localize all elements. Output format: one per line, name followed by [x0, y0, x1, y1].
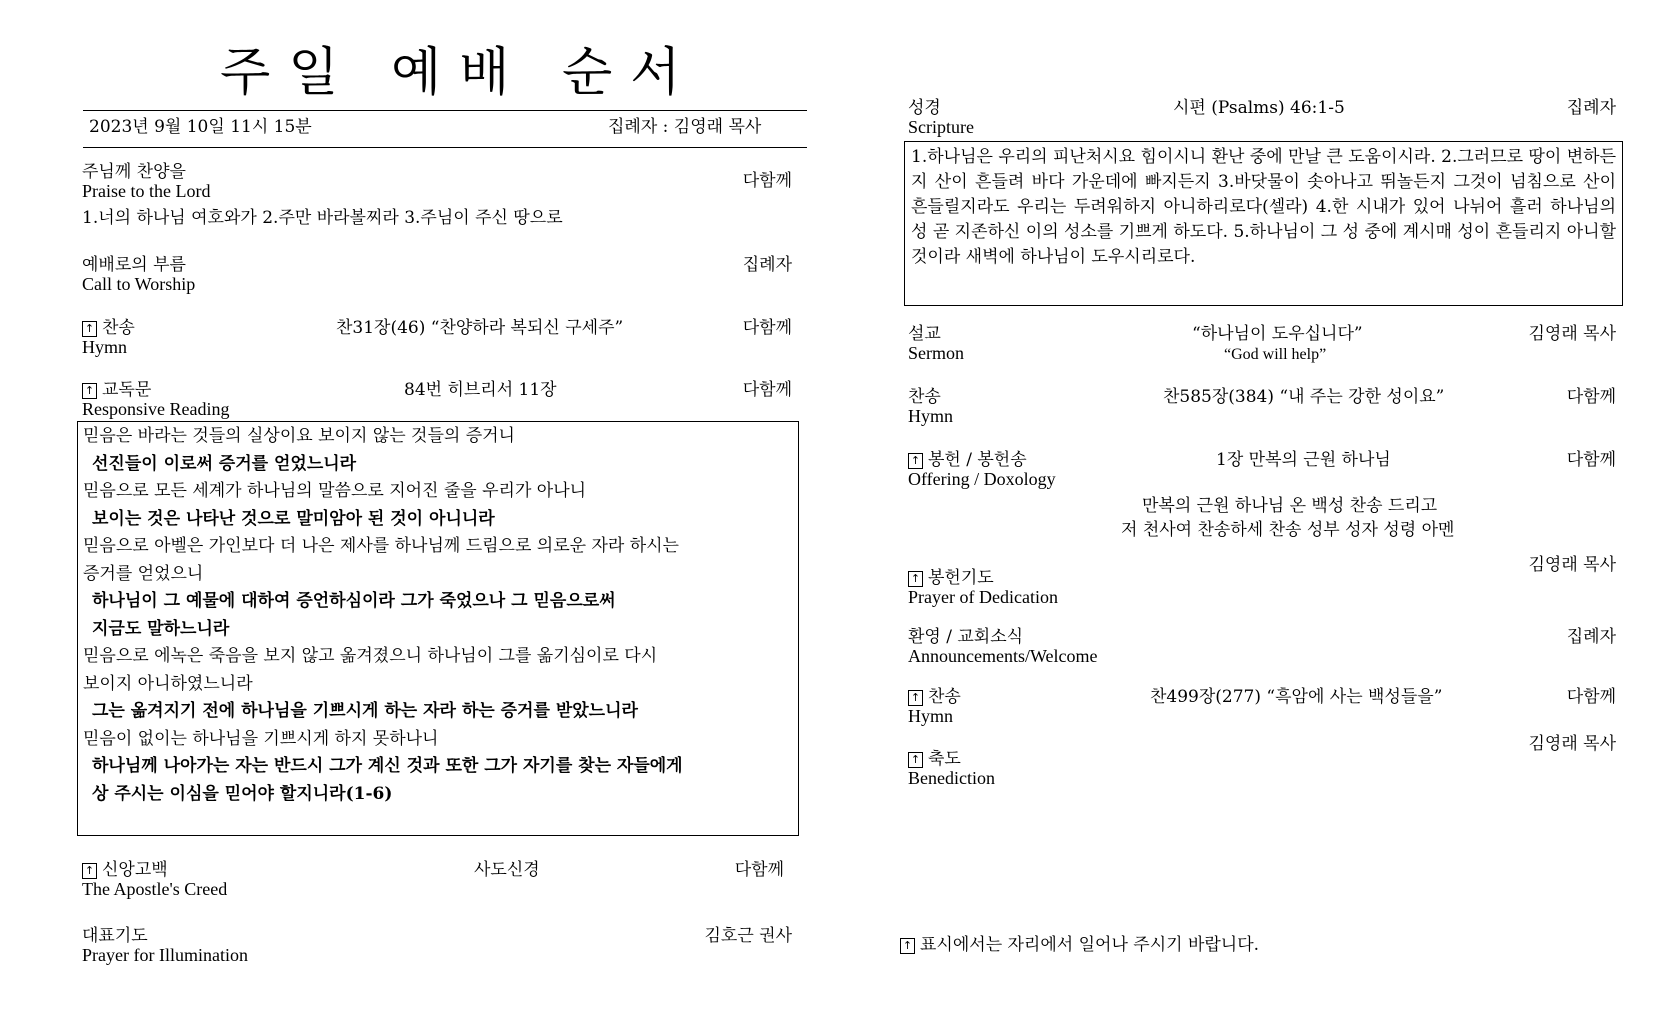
item-title-en: Praise to the Lord: [82, 181, 211, 201]
offering-song: 1장 만복의 근원 하나님: [1216, 450, 1391, 470]
item-title-en: Responsive Reading: [82, 399, 230, 419]
item-title-en: Sermon: [908, 343, 964, 363]
item-title-ko: 예배로의 부름: [82, 255, 186, 275]
item-participant: 다함께: [1566, 387, 1616, 407]
stand-up-icon: ↑: [900, 938, 915, 954]
item-title-en: Hymn: [82, 337, 127, 357]
item-participant: 다함께: [742, 380, 792, 400]
scripture-reference: 시편 (Psalms) 46:1-5: [1173, 98, 1345, 118]
praise-song-list: 1.너의 하나님 여호와가 2.주만 바라볼찌라 3.주님이 주신 땅으로: [82, 208, 563, 228]
reading-line-leader: 믿음으로 아벨은 가인보다 더 나은 제사를 하나님께 드림으로 의로운 자라 하시는: [83, 536, 679, 556]
item-title-en: The Apostle's Creed: [82, 879, 228, 899]
reading-reference: 84번 히브리서 11장: [404, 380, 557, 400]
item-participant: 김호근 권사: [704, 926, 792, 946]
item-title-en: Hymn: [908, 406, 953, 426]
order-item-hymn-3: [908, 688, 961, 726]
order-item-scripture: [908, 99, 974, 137]
creed-name: 사도신경: [474, 860, 540, 880]
item-title-en: Benediction: [908, 768, 995, 788]
item-participant: 다함께: [1566, 687, 1616, 707]
service-leader: 집례자 : 김영래 목사: [608, 117, 762, 137]
item-title-en: Call to Worship: [82, 274, 196, 294]
stand-up-icon: ↑: [82, 321, 97, 337]
reading-line-congregation: 보이는 것은 나타난 것으로 말미암아 된 것이 아니니라: [92, 508, 495, 529]
reading-line-leader: 보이지 아니하였느니라: [83, 673, 253, 694]
hymn-number-title: 찬585장(384) “내 주는 강한 성이요”: [1163, 387, 1445, 407]
item-participant: 다함께: [742, 171, 792, 191]
service-date: 2023년 9월 10일 11시 15분: [89, 117, 312, 137]
item-title-en: Prayer of Dedication: [908, 587, 1058, 607]
item-title-en: Hymn: [908, 706, 953, 726]
order-item-prayer: [82, 927, 248, 965]
reading-line-leader: 믿음으로 모든 세계가 하나님의 말씀으로 지어진 줄을 우리가 아나니: [83, 481, 587, 501]
order-item-sermon: [908, 325, 964, 363]
stand-up-icon: ↑: [82, 863, 97, 879]
order-item-announcements: [908, 628, 1098, 666]
header-top-rule: [83, 110, 807, 111]
item-participant: 집례자: [742, 255, 792, 275]
scripture-text-box: [904, 141, 1623, 306]
stand-up-icon: ↑: [908, 571, 923, 587]
item-participant: 다함께: [1566, 450, 1616, 470]
sermon-title-en: “God will help”: [1224, 346, 1327, 363]
hymn-number-title: 찬499장(277) “흑암에 사는 백성들을”: [1150, 687, 1443, 707]
sermon-title-ko: “하나님이 도우십니다”: [1192, 324, 1363, 344]
standing-note: [900, 935, 1259, 955]
responsive-reading-box: [77, 421, 799, 836]
reading-line-congregation: 하나님께 나아가는 자는 반드시 그가 계신 것과 또한 그가 자기를 찾는 자들에게: [92, 756, 683, 776]
order-item-call-to-worship: [82, 256, 195, 294]
reading-line-leader: 믿음으로 에녹은 죽음을 보지 않고 옮겨졌으니 하나님이 그를 옮기심이로 다시: [83, 646, 658, 666]
item-participant: 김영래 목사: [1528, 734, 1616, 754]
header-bottom-rule: [83, 147, 807, 148]
item-title-ko: 대표기도: [82, 926, 148, 946]
order-item-dedication: [908, 569, 1058, 607]
item-title-ko: 주님께 찬양을: [82, 162, 186, 182]
order-item-benediction: [908, 750, 995, 788]
item-participant: 김영래 목사: [1528, 324, 1616, 344]
reading-line-leader: 증거를 얻었으니: [83, 563, 204, 584]
reading-line-congregation: 그는 옮겨지기 전에 하나님을 기쁘시게 하는 자라 하는 증거를 받았느니라: [92, 701, 638, 721]
item-participant: 다함께: [742, 318, 792, 338]
order-item-hymn-1: [82, 319, 135, 357]
hymn-number-title: 찬31장(46) “찬양하라 복되신 구세주”: [336, 318, 624, 338]
doxology-lyric-line-1: 만복의 근원 하나님 온 백성 찬송 드리고: [1142, 496, 1438, 516]
reading-line-congregation: 선진들이 이로써 증거를 얻었느니라: [92, 453, 357, 474]
item-title-ko: 신앙고백: [102, 860, 168, 880]
stand-up-icon: ↑: [908, 690, 923, 706]
page-title: 주일 예배 순서: [220, 43, 699, 103]
reading-line-congregation: 지금도 말하느니라: [92, 618, 230, 639]
item-title-ko: 설교: [908, 324, 941, 344]
item-title-ko: 찬송: [102, 318, 135, 338]
order-item-responsive-reading: [82, 381, 229, 419]
order-item-praise: [82, 163, 210, 201]
item-title-ko: 찬송: [928, 687, 961, 707]
stand-up-icon: ↑: [908, 453, 923, 469]
reading-line-congregation: 상 주시는 이심을 믿어야 할지니라(1-6): [92, 783, 393, 804]
item-title-en: Offering / Doxology: [908, 469, 1056, 489]
scripture-text: 1.하나님은 우리의 피난처시요 힘이시니 환난 중에 만날 큰 도움이시라. 2.그러므로 땅이 변하든지 산이 흔들려 바다 가운데에 빠지든지 3.바닷물이 솟아나고 뛰놀든지 그것이 넘침으로 산이 흔들릴지라도 우리는 두려워하지 아니하리로다(셀라) 4.한 시내가 있어 나뉘어 흘러 하나님의 성 곧 지존하신 이의 성소를 기쁘게 하도다. 5.하나님이 그 성 중에 계시매 성이 흔들리지 아니할 것이라 새벽에 하나님이 도우시리로다.: [911, 147, 1616, 267]
item-participant: 집례자: [1566, 627, 1616, 647]
item-title-en: Announcements/Welcome: [908, 646, 1098, 666]
reading-line-leader: 믿음은 바라는 것들의 실상이요 보이지 않는 것들의 증거니: [83, 426, 515, 446]
item-participant: 집례자: [1566, 98, 1616, 118]
stand-up-icon: ↑: [908, 752, 923, 768]
stand-up-icon: ↑: [82, 383, 97, 399]
item-title-en: Prayer for Illumination: [82, 945, 248, 965]
order-item-hymn-2: [908, 388, 953, 426]
reading-line-congregation: 하나님이 그 예물에 대하여 증언하심이라 그가 죽었으나 그 믿음으로써: [92, 591, 616, 611]
item-title-ko: 축도: [928, 749, 961, 769]
item-title-ko: 성경: [908, 98, 941, 118]
reading-line-leader: 믿음이 없이는 하나님을 기쁘시게 하지 못하나니: [83, 728, 439, 749]
item-title-ko: 환영 / 교회소식: [908, 627, 1024, 647]
item-title-ko: 찬송: [908, 387, 941, 407]
order-item-creed: [82, 861, 227, 899]
doxology-lyric-line-2: 저 천사여 찬송하세 찬송 성부 성자 성령 아멘: [1121, 520, 1455, 540]
item-title-ko: 봉헌 / 봉헌송: [928, 450, 1027, 470]
order-item-offering: [908, 451, 1056, 489]
item-title-ko: 교독문: [102, 380, 152, 400]
standing-note-text: 표시에서는 자리에서 일어나 주시기 바랍니다.: [920, 935, 1260, 955]
item-title-en: Scripture: [908, 117, 974, 137]
item-title-ko: 봉헌기도: [928, 568, 994, 588]
item-participant: 다함께: [734, 860, 784, 880]
item-participant: 김영래 목사: [1528, 555, 1616, 575]
